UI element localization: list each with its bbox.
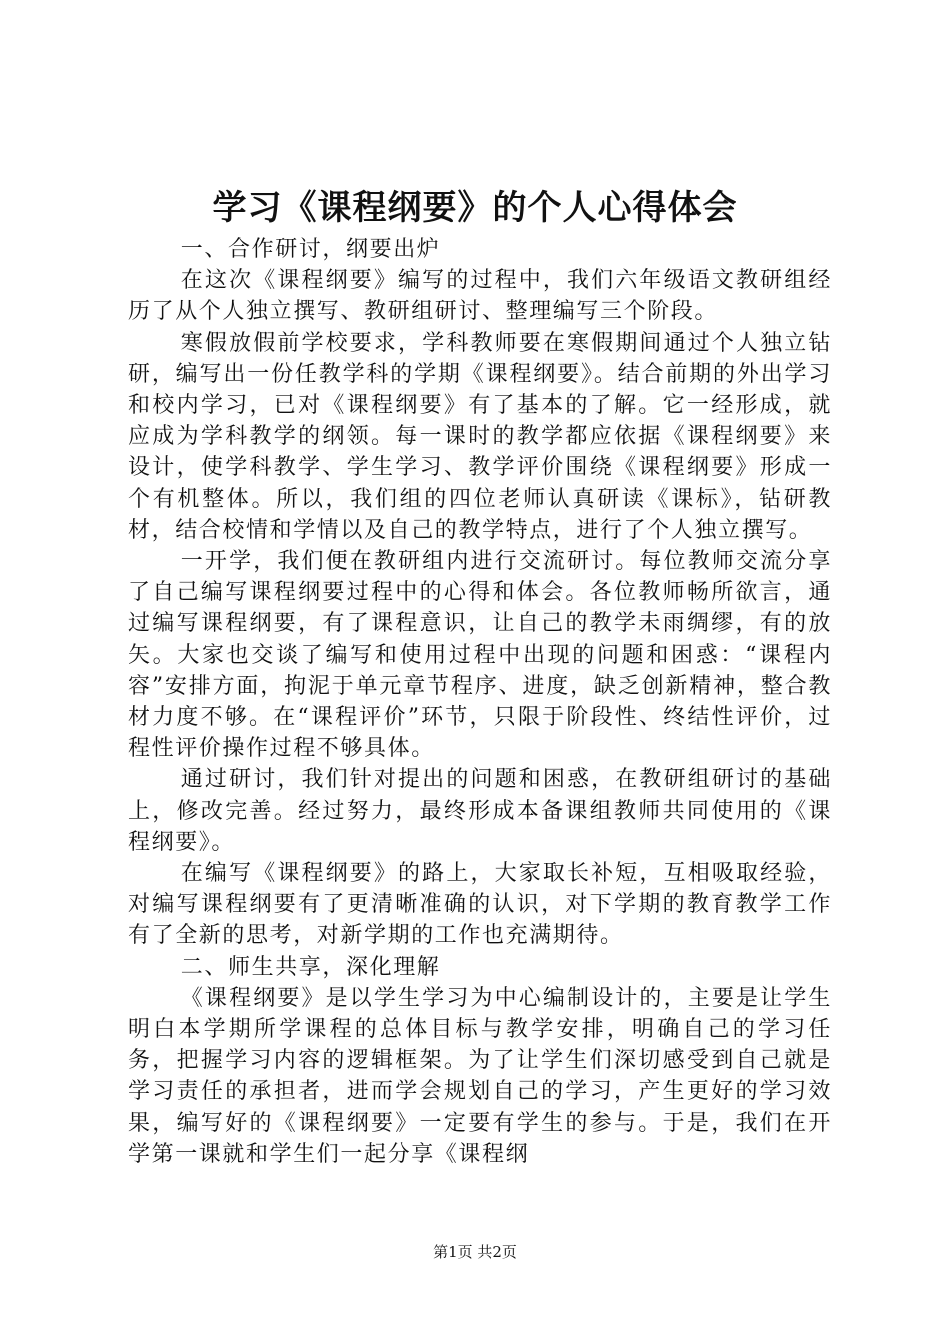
paragraph-4: 通过研讨，我们针对提出的问题和困惑，在教研组研讨的基础上，修改完善。经过努力，最终形成本备课组教师共同使用的《课程纲要》。 [128, 767, 832, 855]
paragraph-2: 寒假放假前学校要求，学科教师要在寒假期间通过个人独立钻研，编写出一份任教学科的学期《课程纲要》。结合前期的外出学习和校内学习，已对《课程纲要》有了基本的了解。它一经形成，就应成为学科教学的纲领。每一课时的教学都应依据《课程纲要》来设计，使学科教学、学生学习、教学评价围绕《课程纲要》形成一个有机整体。所以，我们组的四位老师认真研读《课标》，钻研教材，结合校情和学情以及自己的教学特点，进行了个人独立撰写。 [128, 330, 832, 543]
document-body [128, 234, 832, 1170]
section-heading-2: 二、师生共享，深化理解 [180, 954, 441, 980]
page-footer: 第1页 共2页 [433, 1243, 517, 1261]
paragraph-1: 在这次《课程纲要》编写的过程中，我们六年级语文教研组经历了从个人独立撰写、教研组研讨、整理编写三个阶段。 [128, 268, 832, 325]
paragraph-5: 在编写《课程纲要》的路上，大家取长补短，互相吸取经验，对编写课程纲要有了更清晰准确的认识，对下学期的教育教学工作有了全新的思考，对新学期的工作也充满期待。 [128, 861, 832, 949]
section-heading-1: 一、合作研讨，纲要出炉 [180, 237, 441, 262]
paragraph-6: 《课程纲要》是以学生学习为中心编制设计的，主要是让学生明白本学期所学课程的总体目标与教学安排，明确自己的学习任务，把握学习内容的逻辑框架。为了让学生们深切感受到自己就是学习责任的承担者，进而学会规划自己的学习，产生更好的学习效果，编写好的《课程纲要》一定要有学生的参与。于是，我们在开学第一课就和学生们一起分享《课程纲 [128, 985, 832, 1167]
document-title: 学习《课程纲要》的个人心得体会 [212, 188, 738, 228]
paragraph-3: 一开学，我们便在教研组内进行交流研讨。每位教师交流分享了自己编写课程纲要过程中的心得和体会。各位教师畅所欲言，通过编写课程纲要，有了课程意识，让自己的教学未雨绸缪，有的放矢。大家也交谈了编写和使用过程中出现的问题和困惑：“课程内容”安排方面，拘泥于单元章节程序、进度，缺乏创新精神，整合教材力度不够。在“课程评价”环节，只限于阶段性、终结性评价，过程性评价操作过程不够具体。 [128, 549, 832, 762]
